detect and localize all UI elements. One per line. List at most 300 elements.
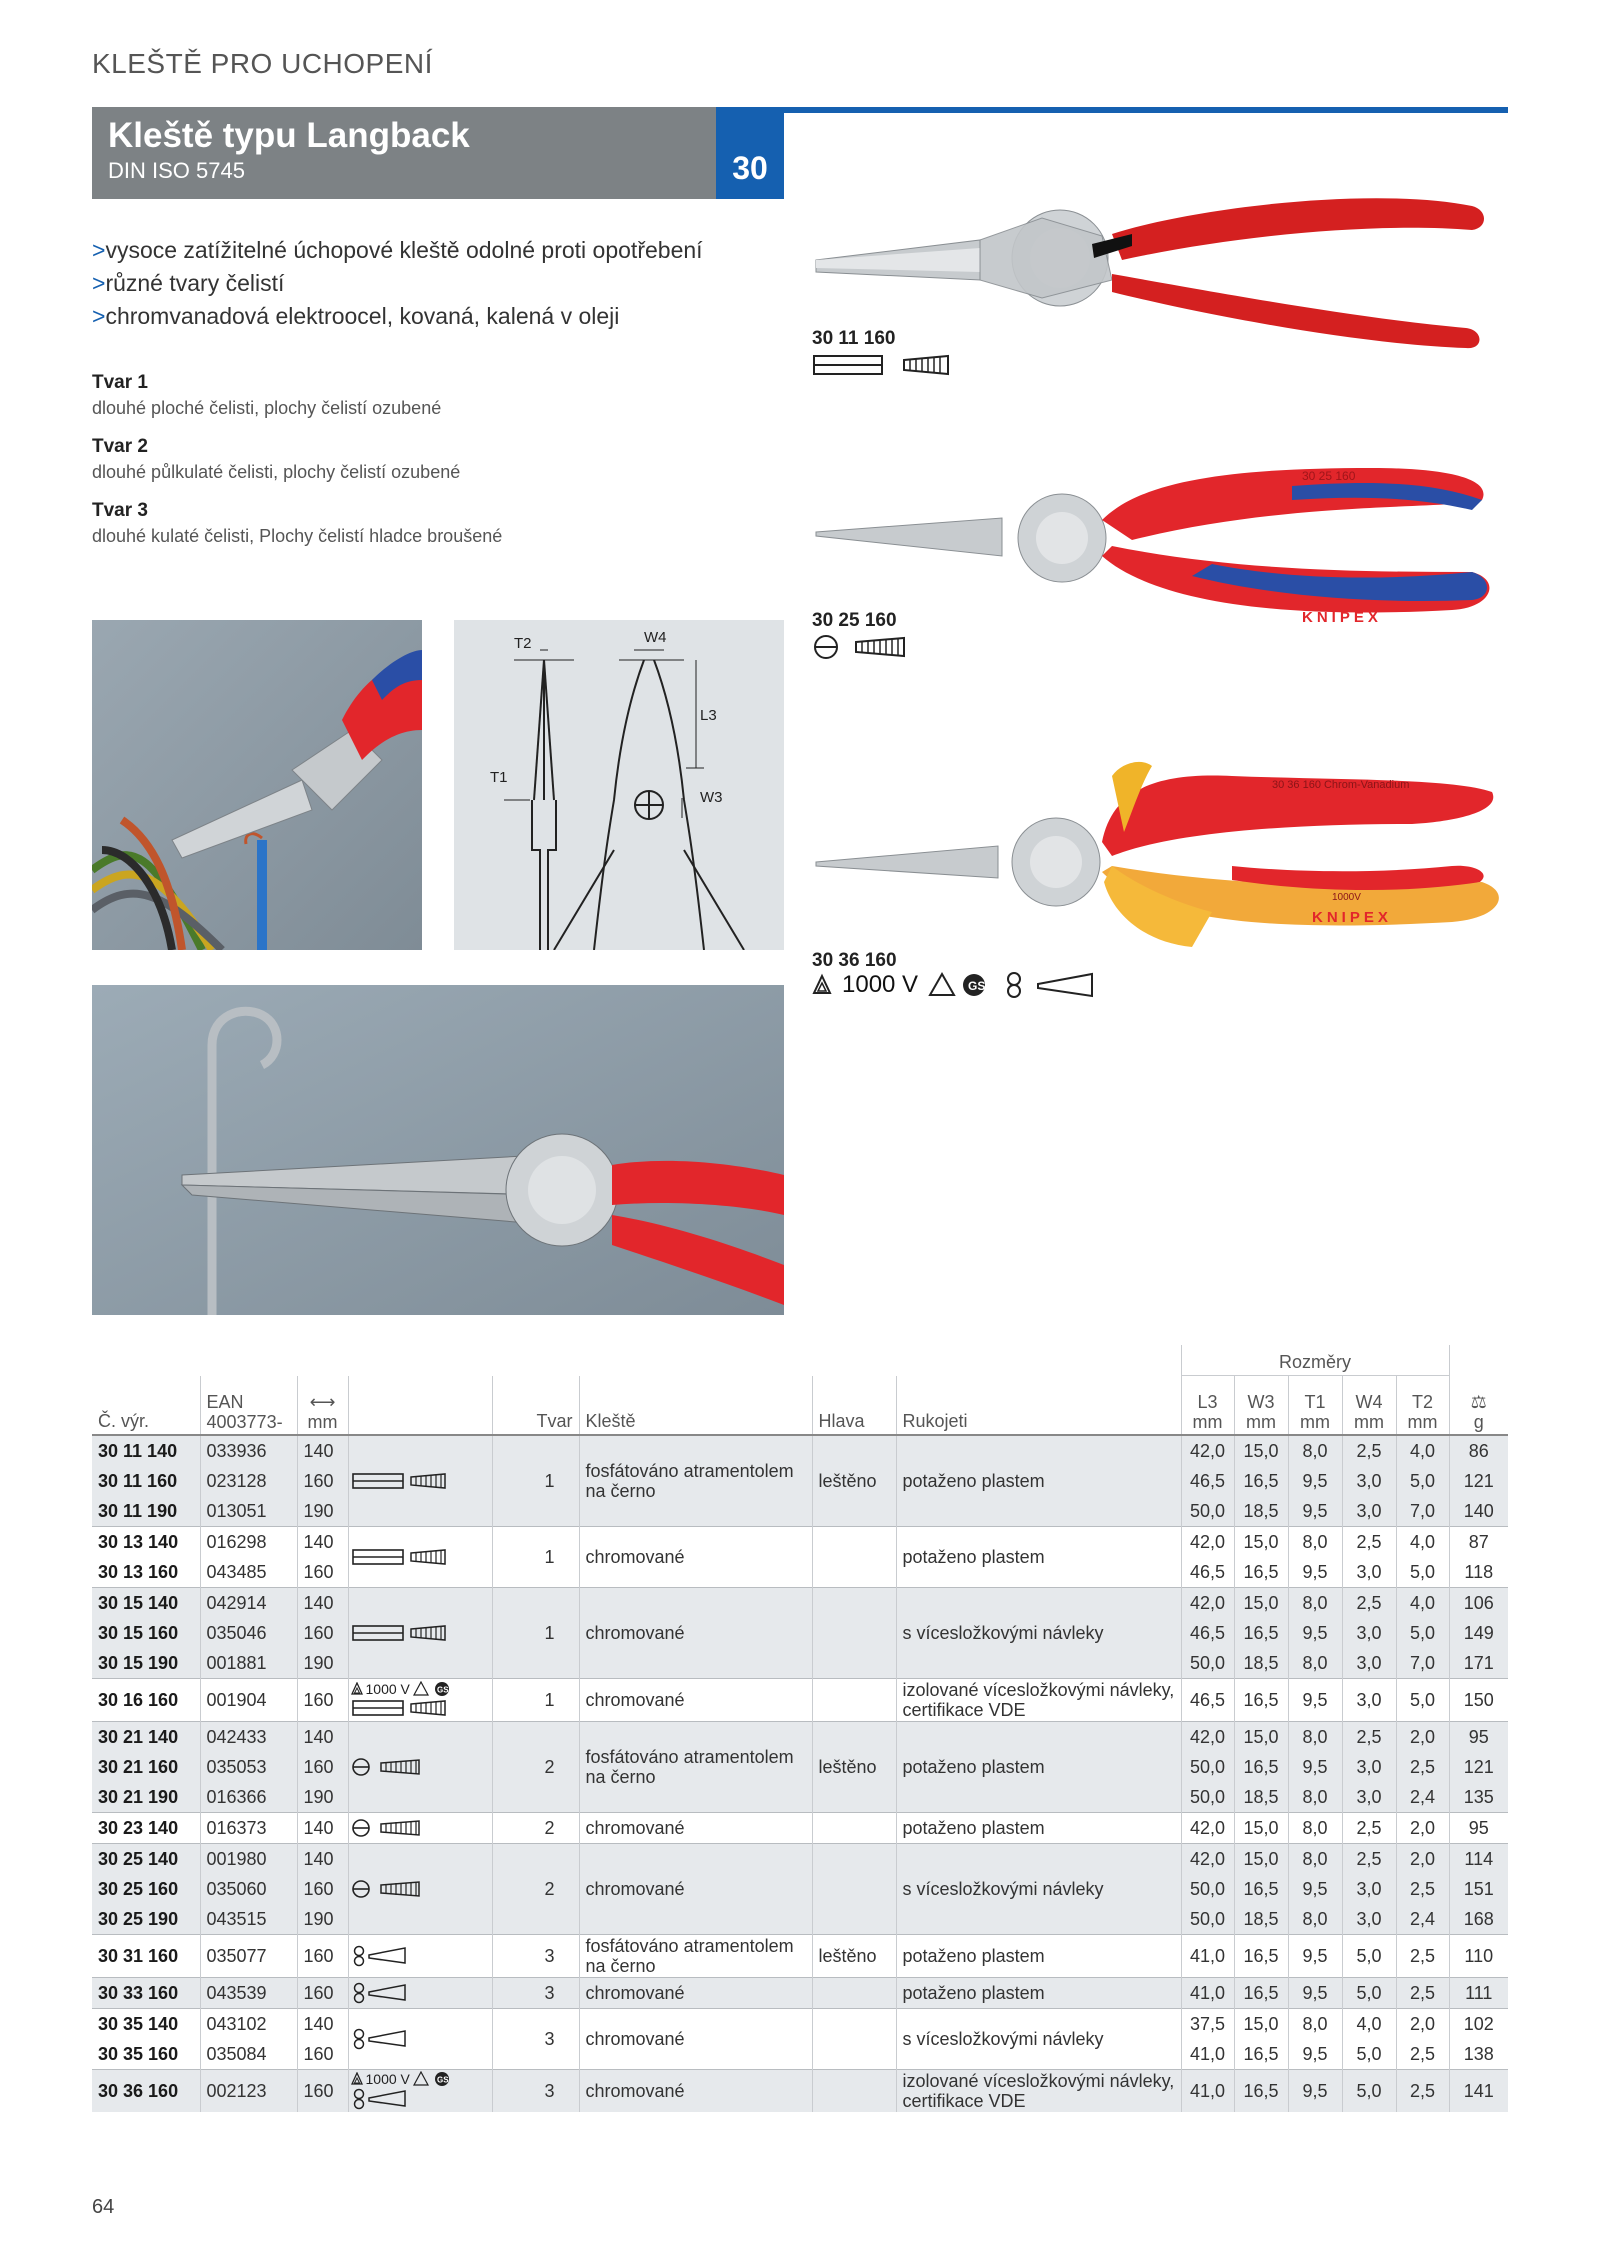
length: 140 (297, 1813, 348, 1844)
table-row (92, 1935, 1508, 1978)
ean: 001881 (200, 1648, 297, 1679)
ean: 035046 (200, 1618, 297, 1648)
jaw-shape-cell (348, 1679, 492, 1722)
tvar-value: 1 (492, 1527, 579, 1588)
half-round-jaw-icon (351, 1817, 423, 1839)
t1-value: 9,5 (1288, 1935, 1342, 1978)
t1-value: 8,0 (1288, 1435, 1342, 1466)
klieste-value: fosfátováno atramentolem na černo (579, 1435, 812, 1527)
rukojeti-value: s vícesložkovými návleky (896, 1844, 1181, 1935)
length: 140 (297, 1435, 348, 1466)
pliers-image-30-25-160 (812, 460, 1502, 640)
tvar-value: 1 (492, 1588, 579, 1679)
w4-value: 2,5 (1342, 1722, 1396, 1753)
w3-value: 15,0 (1234, 1813, 1288, 1844)
weight-value: 95 (1449, 1813, 1508, 1844)
w3-value: 15,0 (1234, 1527, 1288, 1558)
chapter-number: 30 (716, 107, 784, 199)
flat-jaw-icon (351, 1622, 447, 1644)
weight-value: 111 (1449, 1978, 1508, 2009)
rukojeti-value: potaženo plastem (896, 1435, 1181, 1527)
weight-value: 151 (1449, 1874, 1508, 1904)
l3-value: 46,5 (1181, 1466, 1234, 1496)
product-subtitle: DIN ISO 5745 (108, 158, 245, 183)
t2-value: 2,5 (1396, 1752, 1449, 1782)
rukojeti-value: potaženo plastem (896, 1527, 1181, 1588)
t1-value: 9,5 (1288, 1466, 1342, 1496)
rukojeti-value: s vícesložkovými návleky (896, 2009, 1181, 2070)
t2-value: 5,0 (1396, 1466, 1449, 1496)
hlava-value (812, 1978, 896, 2009)
weight-value: 135 (1449, 1782, 1508, 1813)
product-code: 30 36 160 (92, 2070, 200, 2113)
ean: 035084 (200, 2039, 297, 2070)
hlava-value (812, 1679, 896, 1722)
weight-value: 121 (1449, 1466, 1508, 1496)
t2-value: 2,0 (1396, 2009, 1449, 2040)
t1-value: 9,5 (1288, 1496, 1342, 1527)
t1-value: 9,5 (1288, 2070, 1342, 2113)
product-code: 30 33 160 (92, 1978, 200, 2009)
t2-value: 2,4 (1396, 1904, 1449, 1935)
table-row (92, 2009, 1508, 2040)
flat-jaw-icon (351, 1546, 447, 1568)
product-code: 30 25 140 (92, 1844, 200, 1875)
jaw-shape-cell (348, 2009, 492, 2070)
length: 140 (297, 1588, 348, 1619)
feature-item: >chromvanadová elektroocel, kovaná, kalená v oleji (92, 303, 620, 329)
tvar-value: 3 (492, 2009, 579, 2070)
w3-value: 16,5 (1234, 1679, 1288, 1722)
pliers-image-30-36-160 (812, 752, 1502, 952)
w4-value: 2,5 (1342, 1813, 1396, 1844)
length: 140 (297, 1844, 348, 1875)
rukojeti-value: potaženo plastem (896, 1935, 1181, 1978)
length: 160 (297, 1935, 348, 1978)
round-jaw-icon (351, 2027, 407, 2051)
l3-value: 41,0 (1181, 2039, 1234, 2070)
l3-value: 42,0 (1181, 1527, 1234, 1558)
weight-value: 95 (1449, 1722, 1508, 1753)
weight-value: 171 (1449, 1648, 1508, 1679)
hlava-value (812, 2070, 896, 2113)
product-code: 30 35 160 (98, 2043, 179, 2064)
product-code: 30 23 140 (92, 1813, 200, 1844)
w3-value: 16,5 (1234, 2070, 1288, 2113)
spec-table (92, 1345, 1508, 2112)
t2-value: 2,5 (1396, 2070, 1449, 2113)
product-code: 30 15 160 (92, 1618, 200, 1648)
tvar-value: 1 (492, 1435, 579, 1527)
brand-text: KNIPEX (1312, 909, 1392, 926)
table-row (92, 1813, 1508, 1844)
w4-value: 4,0 (1342, 2009, 1396, 2040)
feature-item: >různé tvary čelistí (92, 270, 285, 296)
weight-value: 168 (1449, 1904, 1508, 1935)
product-code-30-25-160: 30 25 160 (812, 610, 897, 631)
hlava-value (812, 1527, 896, 1588)
round-jaw-icon (351, 2087, 407, 2111)
rukojeti-value: potaženo plastem (896, 1978, 1181, 2009)
weight-value: 114 (1449, 1844, 1508, 1875)
tvar-value: 3 (492, 2070, 579, 2113)
t2-value: 2,0 (1396, 1844, 1449, 1875)
t1-value: 8,0 (1288, 2009, 1342, 2040)
svg-text:GS: GS (436, 1685, 449, 1695)
l3-value: 50,0 (1181, 1904, 1234, 1935)
ean: 043102 (200, 2009, 297, 2040)
t1-value: 8,0 (1288, 1527, 1342, 1558)
t2-value: 2,5 (1396, 1935, 1449, 1978)
t1-value: 9,5 (1288, 1557, 1342, 1588)
length: 190 (297, 1782, 348, 1813)
weight-value: 121 (1449, 1752, 1508, 1782)
t1-value: 8,0 (1288, 1904, 1342, 1935)
tvar-3: Tvar 3 dlouhé kulaté čelisti, Plochy čelistí hladce broušené (92, 500, 503, 546)
t1-value: 8,0 (1288, 1844, 1342, 1875)
round-jaw-icon (351, 1944, 407, 1968)
t1-value: 8,0 (1288, 1722, 1342, 1753)
product-code: 30 21 160 (92, 1752, 200, 1782)
hlava-value (812, 1588, 896, 1679)
t2-value: 2,5 (1396, 1874, 1449, 1904)
w3-value: 16,5 (1234, 1618, 1288, 1648)
t1-value: 9,5 (1288, 1618, 1342, 1648)
klieste-value: fosfátováno atramentolem na černo (579, 1722, 812, 1813)
l3-value: 46,5 (1181, 1618, 1234, 1648)
l3-value: 41,0 (1181, 2070, 1234, 2113)
t1-value: 9,5 (1288, 1874, 1342, 1904)
hlava-value (812, 1813, 896, 1844)
ean: 002123 (200, 2070, 297, 2113)
ean: 043485 (200, 1557, 297, 1588)
header-accent-line (784, 107, 1508, 113)
col-l3: L3 mm (1181, 1376, 1234, 1436)
t1-value: 8,0 (1288, 1648, 1342, 1679)
w3-value: 16,5 (1234, 1557, 1288, 1588)
w3-value: 15,0 (1234, 1722, 1288, 1753)
technical-diagram (454, 620, 784, 950)
diagram-label-t1: T1 (490, 769, 508, 786)
w4-value: 3,0 (1342, 1496, 1396, 1527)
ean: 035060 (200, 1874, 297, 1904)
tvar-value: 1 (492, 1679, 579, 1722)
flat-jaw-icon (812, 350, 952, 380)
handle-text: 30 36 160 Chrom-Vanadium (1272, 779, 1410, 791)
weight-value: 141 (1449, 2070, 1508, 2113)
t1-value: 9,5 (1288, 1752, 1342, 1782)
rukojeti-value: s vícesložkovými návleky (896, 1588, 1181, 1679)
product-code-30-36-160: 30 36 160 (812, 950, 897, 971)
diagram-label-w4: W4 (644, 629, 667, 646)
t2-value: 4,0 (1396, 1527, 1449, 1558)
product-code: 30 21 140 (92, 1722, 200, 1753)
klieste-value: chromované (579, 1813, 812, 1844)
table-row (92, 1527, 1508, 1558)
t1-value: 9,5 (1288, 2039, 1342, 2070)
hlava-value (812, 2009, 896, 2070)
product-code: 30 13 140 (92, 1527, 200, 1558)
w4-value: 3,0 (1342, 1466, 1396, 1496)
feature-item: >vysoce zatížitelné úchopové kleště odolné proti opotřebení (92, 237, 703, 263)
jaw-shape-cell (348, 1978, 492, 2009)
w4-value: 3,0 (1342, 1648, 1396, 1679)
col-t1: T1 mm (1288, 1376, 1342, 1436)
jaw-shape-cell (348, 1935, 492, 1978)
ean: 016373 (200, 1813, 297, 1844)
brand-text: KNIPEX (1302, 609, 1382, 626)
klieste-value: chromované (579, 1527, 812, 1588)
length: 160 (297, 2070, 348, 2113)
w4-value: 3,0 (1342, 1679, 1396, 1722)
col-weight: ⚖ g (1449, 1376, 1508, 1436)
hlava-value: leštěno (812, 1435, 896, 1527)
ean: 042433 (200, 1722, 297, 1753)
w4-value: 2,5 (1342, 1435, 1396, 1466)
insulation-triangle-icon (812, 973, 832, 997)
photo-round-pliers-wire (92, 620, 422, 950)
weight-value: 102 (1449, 2009, 1508, 2040)
col-tvar: Tvar (492, 1376, 579, 1436)
jaw-shape-cell (348, 1435, 492, 1527)
product-code: 30 15 190 (92, 1648, 200, 1679)
hlava-value: leštěno (812, 1935, 896, 1978)
product-code: 30 21 190 (92, 1782, 200, 1813)
product-code: 30 11 160 (92, 1466, 200, 1496)
round-jaw-icon (351, 1981, 407, 2005)
rukojeti-value: potaženo plastem (896, 1813, 1181, 1844)
feature-list (92, 234, 703, 333)
klieste-value: chromované (579, 2070, 812, 2113)
table-row (92, 1978, 1508, 2009)
w3-value: 16,5 (1234, 2039, 1288, 2070)
w4-value: 2,5 (1342, 1527, 1396, 1558)
weight-value: 140 (1449, 1496, 1508, 1527)
flat-jaw-icon (351, 1470, 447, 1492)
w3-value: 18,5 (1234, 1904, 1288, 1935)
length: 160 (297, 1618, 348, 1648)
diagram-label-l3: L3 (700, 707, 717, 724)
vde-mark: 1000 V GS (351, 1681, 490, 1697)
length: 140 (297, 2009, 348, 2040)
t2-value: 2,5 (1396, 2039, 1449, 2070)
t2-value: 5,0 (1396, 1679, 1449, 1722)
ean: 043539 (200, 1978, 297, 2009)
voltage-mark: 1000V (1332, 892, 1361, 903)
product-code: 30 15 140 (92, 1588, 200, 1619)
t2-value: 7,0 (1396, 1496, 1449, 1527)
rukojeti-value: izolované vícesložkovými návleky, certifikace VDE (896, 2070, 1181, 2113)
product-code: 30 11 190 (92, 1496, 200, 1527)
w3-value: 15,0 (1234, 1844, 1288, 1875)
l3-value: 46,5 (1181, 1557, 1234, 1588)
w4-value: 2,5 (1342, 1844, 1396, 1875)
ean: 016366 (200, 1782, 297, 1813)
col-length: ⟷ mm (297, 1376, 348, 1436)
ean: 033936 (200, 1435, 297, 1466)
length: 160 (297, 1874, 348, 1904)
jaw-shape-cell (348, 1527, 492, 1588)
klieste-value: chromované (579, 1844, 812, 1935)
svg-text:GS: GS (436, 2075, 449, 2085)
diagram-label-t2: T2 (514, 635, 532, 652)
l3-value: 41,0 (1181, 1978, 1234, 2009)
t2-value: 7,0 (1396, 1648, 1449, 1679)
w4-value: 3,0 (1342, 1752, 1396, 1782)
l3-value: 50,0 (1181, 1782, 1234, 1813)
w4-value: 5,0 (1342, 1935, 1396, 1978)
dimensions-group-header: Rozměry (1181, 1345, 1449, 1376)
w4-value: 3,0 (1342, 1874, 1396, 1904)
t2-value: 4,0 (1396, 1435, 1449, 1466)
table-row (92, 1588, 1508, 1619)
ean: 016298 (200, 1527, 297, 1558)
length: 160 (297, 1557, 348, 1588)
w4-value: 2,5 (1342, 1588, 1396, 1619)
ean: 023128 (200, 1466, 297, 1496)
l3-value: 41,0 (1181, 1935, 1234, 1978)
t2-value: 2,5 (1396, 1978, 1449, 2009)
w4-value: 3,0 (1342, 1782, 1396, 1813)
col-ean: EAN 4003773- (200, 1376, 297, 1436)
w4-value: 3,0 (1342, 1618, 1396, 1648)
tvar-value: 2 (492, 1813, 579, 1844)
ean: 035053 (200, 1752, 297, 1782)
w3-value: 16,5 (1234, 1752, 1288, 1782)
length: 160 (297, 1752, 348, 1782)
pliers-image-30-11-160 (812, 188, 1502, 358)
t1-value: 9,5 (1288, 1679, 1342, 1722)
length-arrow-icon: ⟷ (309, 1392, 336, 1412)
weight-value: 87 (1449, 1527, 1508, 1558)
col-rukojeti: Rukojeti (896, 1376, 1181, 1436)
w3-value: 18,5 (1234, 1648, 1288, 1679)
length: 140 (297, 1722, 348, 1753)
w3-value: 16,5 (1234, 1978, 1288, 2009)
tvar-value: 2 (492, 1722, 579, 1813)
w4-value: 3,0 (1342, 1557, 1396, 1588)
w3-value: 16,5 (1234, 1935, 1288, 1978)
w4-value: 5,0 (1342, 2070, 1396, 2113)
table-row (92, 1844, 1508, 1875)
page-number: 64 (92, 2196, 115, 2218)
weight-value: 110 (1449, 1935, 1508, 1978)
product-code: 30 25 190 (92, 1904, 200, 1935)
weight-value: 118 (1449, 1557, 1508, 1588)
flat-jaw-icon (351, 1697, 447, 1719)
ean: 001904 (200, 1679, 297, 1722)
col-w4: W4 mm (1342, 1376, 1396, 1436)
half-round-jaw-icon (351, 1878, 423, 1900)
w3-value: 15,0 (1234, 1435, 1288, 1466)
klieste-value: chromované (579, 2009, 812, 2070)
weight-value: 138 (1449, 2039, 1508, 2070)
tvar-value: 3 (492, 1935, 579, 1978)
col-icon (348, 1376, 492, 1436)
vde-gs-icon (413, 2071, 453, 2087)
t2-value: 2,0 (1396, 1722, 1449, 1753)
w4-value: 5,0 (1342, 2039, 1396, 2070)
table-row (92, 1435, 1508, 1466)
l3-value: 42,0 (1181, 1435, 1234, 1466)
product-code-30-11-160: 30 11 160 (812, 328, 896, 349)
w4-value: 3,0 (1342, 1904, 1396, 1935)
w3-value: 18,5 (1234, 1782, 1288, 1813)
w3-value: 15,0 (1234, 2009, 1288, 2040)
l3-value: 42,0 (1181, 1722, 1234, 1753)
ean: 042914 (200, 1588, 297, 1619)
hlava-value (812, 1844, 896, 1935)
ean: 043515 (200, 1904, 297, 1935)
tvar-2: Tvar 2 dlouhé půlkulaté čelisti, plochy čelistí ozubené (92, 436, 461, 482)
product-code: 30 35 140 (92, 2009, 200, 2040)
hlava-value: leštěno (812, 1722, 896, 1813)
weight-value: 150 (1449, 1679, 1508, 1722)
t2-value: 4,0 (1396, 1588, 1449, 1619)
scale-icon: ⚖ (1470, 1392, 1487, 1412)
weight-value: 86 (1449, 1435, 1508, 1466)
t2-value: 2,4 (1396, 1782, 1449, 1813)
klieste-value: chromované (579, 1978, 812, 2009)
rukojeti-value: izolované vícesložkovými návleky, certifikace VDE (896, 1679, 1181, 1722)
product-code: 30 25 160 (92, 1874, 200, 1904)
ean: 013051 (200, 1496, 297, 1527)
klieste-value: fosfátováno atramentolem na černo (579, 1935, 812, 1978)
l3-value: 42,0 (1181, 1588, 1234, 1619)
product-code: 30 31 160 (92, 1935, 200, 1978)
l3-value: 50,0 (1181, 1496, 1234, 1527)
vde-symbols (812, 970, 1096, 1000)
handle-text: 30 25 160 (1302, 469, 1356, 483)
table-row (92, 1722, 1508, 1753)
col-w3: W3 mm (1234, 1376, 1288, 1436)
half-round-jaw-icon (351, 1756, 423, 1778)
round-jaw-icon (1002, 970, 1026, 1000)
t1-value: 9,5 (1288, 1978, 1342, 2009)
ean: 001980 (200, 1844, 297, 1875)
tvar-value: 2 (492, 1844, 579, 1935)
l3-value: 50,0 (1181, 1752, 1234, 1782)
w3-value: 16,5 (1234, 1466, 1288, 1496)
tvar-1: Tvar 1 dlouhé ploché čelisti, plochy čelistí ozubené (92, 372, 442, 418)
table-row (92, 2070, 1508, 2113)
length: 190 (297, 1496, 348, 1527)
col-hlava: Hlava (812, 1376, 896, 1436)
product-title: Kleště typu Langback (108, 116, 470, 155)
svg-text:GS: GS (968, 979, 986, 993)
insulation-triangle-icon (351, 1682, 363, 1696)
product-code: 30 11 140 (92, 1435, 200, 1466)
tapered-jaw-icon (1036, 970, 1096, 1000)
w3-value: 18,5 (1234, 1496, 1288, 1527)
col-code: Č. výr. (92, 1376, 200, 1436)
vde-mark: 1000 V GS (351, 2071, 490, 2087)
weight-value: 106 (1449, 1588, 1508, 1619)
jaw-shape-cell (348, 1722, 492, 1813)
half-round-jaw-icon (812, 632, 922, 662)
product-code: 30 16 160 (92, 1679, 200, 1722)
l3-value: 46,5 (1181, 1679, 1234, 1722)
col-klieste: Kleště (579, 1376, 812, 1436)
t1-value: 8,0 (1288, 1813, 1342, 1844)
table-row (92, 1679, 1508, 1722)
length: 160 (297, 1466, 348, 1496)
voltage-label: 1000 V (842, 971, 919, 998)
l3-value: 42,0 (1181, 1813, 1234, 1844)
product-code: 30 13 160 (98, 1561, 179, 1582)
length: 190 (297, 1904, 348, 1935)
l3-value: 50,0 (1181, 1874, 1234, 1904)
